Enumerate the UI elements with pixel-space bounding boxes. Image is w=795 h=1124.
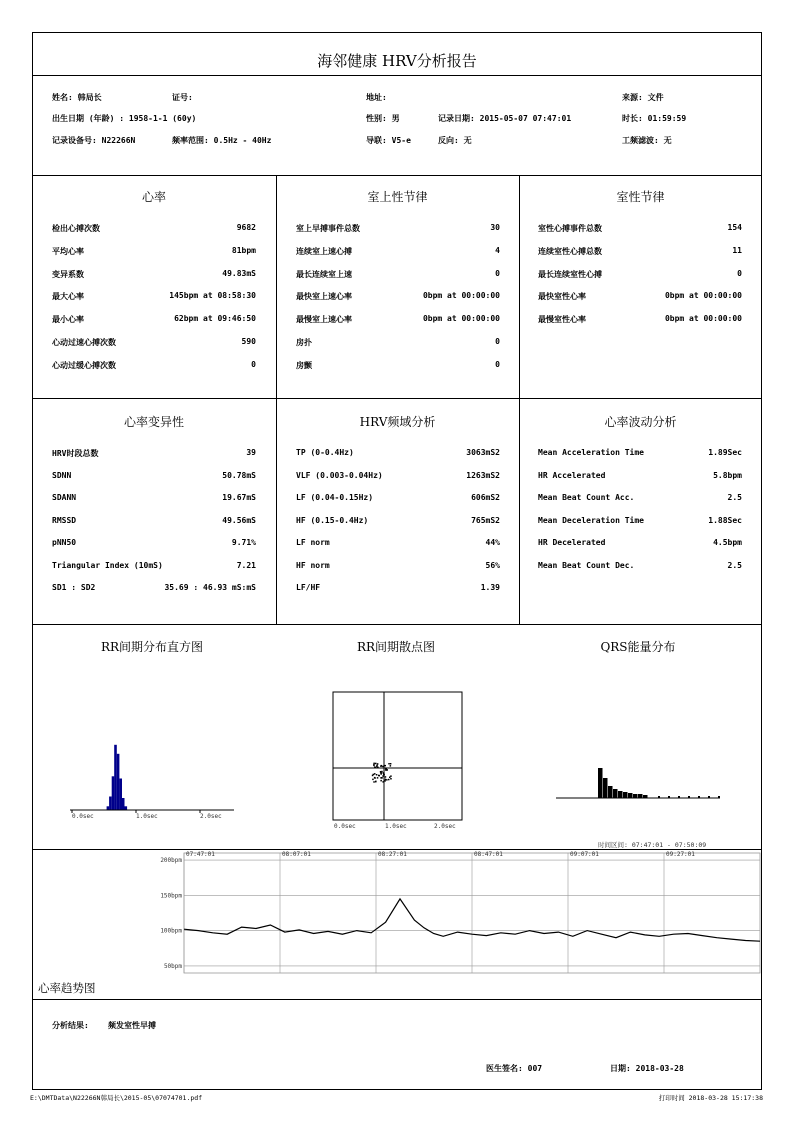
- supraventricular-row-value: 0: [495, 359, 500, 369]
- scatter-point: [390, 763, 392, 765]
- scatter-point: [372, 779, 374, 781]
- scatter-point: [376, 766, 378, 768]
- histogram-title: RR间期分布直方图: [100, 640, 204, 654]
- turbulence-row: [538, 493, 742, 505]
- freq_domain-row-label: LF/HF: [296, 583, 321, 592]
- column-divider-1: [276, 175, 277, 624]
- turbulence-row-value: 2.5: [727, 560, 742, 570]
- record-date: 记录日期: 2015-05-07 07:47:01: [438, 114, 572, 123]
- freq-domain-title: HRV频域分析: [359, 415, 436, 429]
- hrv-row: [52, 493, 256, 505]
- turbulence-row: [538, 538, 742, 550]
- qrs-title: QRS能量分布: [600, 640, 676, 654]
- scatter-point: [376, 774, 378, 776]
- turbulence-row-label: HR Accelerated: [538, 470, 606, 480]
- scatter-tick-label-1: 1.0sec: [385, 823, 407, 830]
- scatter-point: [386, 779, 388, 781]
- hrv-row-label: RMSSD: [52, 515, 77, 525]
- freq_domain-row-label: HF (0.15-0.4Hz): [296, 515, 369, 525]
- freq_domain-row: [296, 538, 500, 550]
- scatter-point: [380, 773, 382, 775]
- heart_rate-row-value: 81bpm: [231, 245, 256, 255]
- ventricular-row: [538, 291, 742, 303]
- supraventricular-row-label: 最长连续室上速: [296, 269, 352, 279]
- hrv-row: [52, 538, 256, 550]
- hrv-row: [52, 561, 256, 573]
- scatter-point: [381, 777, 383, 779]
- ventricular-row: [538, 246, 742, 258]
- freq_domain-row: [296, 516, 500, 528]
- scatter-point: [377, 763, 379, 765]
- heart_rate-row-value: 62bpm at 09:46:50: [174, 314, 256, 324]
- freq_domain-row: [296, 471, 500, 483]
- turbulence-row: [538, 516, 742, 528]
- heart_rate-row: [52, 269, 256, 281]
- patient-source: 来源: 文件: [622, 93, 664, 102]
- supraventricular-row: [296, 360, 500, 372]
- ventricular-row: [538, 314, 742, 326]
- supraventricular-row: [296, 291, 500, 303]
- ventricular-row-value: 0bpm at 00:00:00: [664, 291, 742, 301]
- scatter-point: [378, 775, 380, 777]
- ventricular-row-value: 154: [727, 223, 742, 232]
- heart_rate-row-label: 最大心率: [52, 292, 84, 302]
- heart_rate-row: [52, 223, 256, 235]
- scatter-point: [390, 765, 392, 767]
- freq_domain-row-value: 1.39: [480, 583, 500, 592]
- freq_domain-row-value: 1263mS2: [466, 470, 500, 480]
- ventricular-title: 室性节律: [616, 190, 665, 204]
- heart_rate-row-label: 检出心搏次数: [52, 224, 100, 233]
- heart_rate-row-value: 145bpm at 08:58:30: [169, 291, 256, 301]
- freq_domain-row: [296, 448, 500, 460]
- scatter-point: [385, 776, 387, 778]
- patient-gender: 性别: 男: [366, 114, 400, 123]
- heart_rate-row-label: 平均心率: [52, 246, 84, 256]
- ventricular-row-label: 最慢室性心率: [538, 315, 586, 325]
- result-label: 分析结果:: [52, 1021, 89, 1030]
- scatter-point: [385, 768, 387, 770]
- histogram-bar: [109, 797, 112, 811]
- histogram-tick-label-2: 2.0sec: [200, 813, 222, 820]
- patient-id: 证号:: [172, 93, 193, 102]
- patient-name: 姓名: 韩局长: [52, 93, 102, 102]
- qrs-bar: [628, 793, 633, 798]
- histogram-bar: [112, 776, 115, 810]
- ventricular-row-label: 室性心搏事件总数: [538, 224, 602, 233]
- ventricular-row-label: 连续室性心搏总数: [538, 246, 602, 256]
- trend-label: 心率趋势图: [38, 981, 96, 995]
- supraventricular-row: [296, 246, 500, 258]
- hrv-row: [52, 471, 256, 483]
- turbulence-row-value: 2.5: [727, 493, 742, 502]
- turbulence-row-value: 4.5bpm: [713, 538, 742, 547]
- turbulence-row-value: 5.8bpm: [713, 470, 742, 480]
- ventricular-row: [538, 223, 742, 235]
- freq_domain-row: [296, 493, 500, 505]
- freq_domain-row-value: 56%: [485, 560, 500, 570]
- scatter-point: [374, 766, 376, 768]
- supraventricular-row: [296, 223, 500, 235]
- qrs-bar: [618, 791, 623, 798]
- heart_rate-row-value: 9682: [236, 223, 256, 232]
- divider-trend: [32, 999, 762, 1000]
- reverse-info: 反向: 无: [438, 136, 472, 145]
- freq_domain-row-label: LF norm: [296, 538, 330, 547]
- scatter-point: [374, 777, 376, 779]
- scatter-title: RR间期散点图: [356, 640, 436, 654]
- lead-info: 导联: V5-e: [366, 136, 411, 145]
- ventricular-row-label: 最快室性心率: [538, 292, 586, 302]
- histogram-tick-label-0: 0.0sec: [72, 813, 94, 820]
- histogram-bar: [117, 754, 120, 810]
- ventricular-row-value: 11: [732, 245, 742, 255]
- scatter-point: [385, 765, 387, 767]
- hrv-row-label: SD1 : SD2: [52, 583, 96, 592]
- heart_rate-row-value: 49.83mS: [222, 268, 256, 278]
- hrv-row: [52, 516, 256, 528]
- column-divider-2: [519, 175, 520, 624]
- heart_rate-row: [52, 360, 256, 372]
- hrv-row-value: 19.67mS: [222, 493, 256, 502]
- divider-header: [32, 75, 762, 76]
- turbulence-row-value: 1.89Sec: [708, 448, 742, 457]
- divider-stats: [32, 398, 762, 399]
- hrv-row-value: 9.71%: [231, 538, 256, 547]
- freq_domain-row-label: VLF (0.003-0.04Hz): [296, 470, 383, 480]
- hrv-row-value: 35.69 : 46.93 mS:mS: [164, 583, 256, 592]
- trend-y-tick-label: 50bpm: [163, 962, 182, 970]
- record-device: 记录设备号: N22266N: [52, 136, 136, 145]
- supraventricular-row-value: 0: [495, 337, 500, 346]
- turbulence-row: [538, 448, 742, 460]
- scatter-point: [375, 763, 377, 765]
- histogram-bar: [114, 745, 117, 810]
- scatter-tick-label-2: 2.0sec: [434, 823, 456, 830]
- scatter-point: [380, 780, 382, 782]
- histogram-chart: [62, 720, 242, 825]
- qrs-bar: [608, 786, 613, 798]
- ventricular-row-value: 0: [737, 268, 742, 278]
- ventricular-row: [538, 269, 742, 281]
- trend-y-tick-label: 200bpm: [160, 857, 182, 865]
- histogram-bar: [122, 798, 125, 810]
- freq_domain-row-label: HF norm: [296, 560, 330, 570]
- freq_domain-row-value: 765mS2: [471, 515, 500, 525]
- file-path: E:\DMTData\N22266N韩局长\2015-05\07074701.pdf: [30, 1094, 203, 1102]
- trend-chart: [140, 850, 762, 980]
- scatter-point: [384, 780, 386, 782]
- supraventricular-row: [296, 314, 500, 326]
- supraventricular-row: [296, 269, 500, 281]
- heart_rate-row-label: 心动过缓心搏次数: [52, 360, 116, 370]
- histogram-tick-label-1: 1.0sec: [136, 813, 158, 820]
- patient-birth: 出生日期 (年龄) : 1958-1-1 (60y): [52, 114, 197, 123]
- hrv-row-label: SDANN: [52, 493, 77, 502]
- trend-y-tick-label: 150bpm: [160, 892, 182, 900]
- heart_rate-row: [52, 337, 256, 349]
- freq_domain-row-value: 44%: [485, 538, 500, 547]
- trend-x-tick-label: 09:07:01: [570, 851, 599, 858]
- trend-x-tick-label: 07:47:01: [186, 851, 215, 858]
- scatter-point: [382, 766, 384, 768]
- hrv-row-value: 49.56mS: [222, 515, 256, 525]
- hrv-row-value: 39: [246, 448, 256, 457]
- trend-x-tick-label: 09:27:01: [666, 851, 695, 858]
- turbulence-row-label: Mean Beat Count Acc.: [538, 493, 635, 502]
- turbulence-title: 心率波动分析: [604, 415, 677, 429]
- scatter-point: [377, 777, 379, 779]
- time-range: 时间区间: 07:47:01 - 07:50:09: [598, 841, 707, 849]
- freq_domain-row-label: TP (0-0.4Hz): [296, 448, 354, 457]
- turbulence-row-label: HR Decelerated: [538, 538, 606, 547]
- heart_rate-row-label: 最小心率: [52, 315, 84, 325]
- scatter-frame: [333, 692, 462, 820]
- result-value: 频发室性早搏: [108, 1021, 156, 1030]
- hrv-row-label: Triangular Index (10mS): [52, 560, 163, 570]
- hrv-row-value: 7.21: [236, 560, 256, 570]
- freq_domain-row: [296, 561, 500, 573]
- qrs-bar: [613, 789, 618, 798]
- turbulence-row-label: Mean Deceleration Time: [538, 515, 644, 525]
- freq_domain-row-label: LF (0.04-0.15Hz): [296, 493, 374, 502]
- scatter-tick-label-0: 0.0sec: [334, 823, 356, 830]
- scatter-point: [388, 779, 390, 781]
- hrv-row-label: pNN50: [52, 538, 77, 547]
- supraventricular-row-value: 4: [495, 245, 500, 255]
- hrv-title: 心率变异性: [123, 415, 184, 429]
- freq_domain-row: [296, 583, 500, 595]
- record-duration: 时长: 01:59:59: [622, 114, 687, 123]
- supraventricular-row-label: 房颤: [296, 360, 312, 370]
- supraventricular-row-value: 0: [495, 268, 500, 278]
- qrs-chart: [548, 740, 728, 810]
- hrv-row-label: SDNN: [52, 470, 72, 480]
- scatter-point: [381, 765, 383, 767]
- turbulence-row-value: 1.88Sec: [708, 515, 742, 525]
- qrs-bar: [598, 768, 603, 798]
- hrv-row: [52, 583, 256, 595]
- scatter-point: [374, 773, 376, 775]
- qrs-bar: [603, 778, 608, 798]
- freq_domain-row-value: 3063mS2: [466, 448, 500, 457]
- trend-y-tick-label: 100bpm: [160, 927, 182, 935]
- trend-x-tick-label: 08:47:01: [474, 851, 503, 858]
- doctor-signature: 医生签名: 007: [486, 1064, 543, 1073]
- ventricular-row-value: 0bpm at 00:00:00: [664, 314, 742, 324]
- heart-rate-title: 心率: [141, 190, 166, 204]
- turbulence-row: [538, 561, 742, 573]
- heart_rate-row: [52, 314, 256, 326]
- hrv-row-label: HRV时段总数: [52, 449, 99, 458]
- heart_rate-row: [52, 291, 256, 303]
- qrs-bar: [623, 792, 628, 798]
- freq_domain-row-value: 606mS2: [471, 493, 500, 502]
- supraventricular-title: 室上性节律: [367, 190, 428, 204]
- scatter-chart: [330, 690, 470, 830]
- result-date: 日期: 2018-03-28: [610, 1064, 684, 1073]
- turbulence-row-label: Mean Acceleration Time: [538, 448, 644, 457]
- patient-address: 地址:: [366, 93, 387, 102]
- divider-patient: [32, 175, 762, 176]
- heart_rate-row-label: 心动过速心搏次数: [52, 338, 116, 347]
- print-time: 打印时间 2018-03-28 15:17:38: [658, 1094, 763, 1102]
- heart_rate-row-label: 变异系数: [52, 269, 84, 279]
- scatter-point: [388, 763, 390, 765]
- turbulence-row-label: Mean Beat Count Dec.: [538, 560, 635, 570]
- trend-x-tick-label: 08:07:01: [282, 851, 311, 858]
- ventricular-row-label: 最长连续室性心搏: [538, 269, 602, 279]
- supraventricular-row-value: 0bpm at 00:00:00: [422, 291, 500, 301]
- qrs-bar: [633, 794, 638, 798]
- heart_rate-row-value: 0: [251, 359, 256, 369]
- supraventricular-row-label: 房扑: [296, 338, 312, 347]
- filter-info: 工频滤波: 无: [622, 136, 672, 145]
- supraventricular-row: [296, 337, 500, 349]
- hrv-row-value: 50.78mS: [222, 470, 256, 480]
- scatter-point: [373, 781, 375, 783]
- hrv-row: [52, 448, 256, 460]
- heart_rate-row: [52, 246, 256, 258]
- scatter-point: [373, 763, 375, 765]
- histogram-bar: [119, 779, 122, 811]
- scatter-point: [390, 778, 392, 780]
- scatter-point: [382, 781, 384, 783]
- supraventricular-row-label: 室上早搏事件总数: [296, 224, 360, 233]
- heart_rate-row-value: 590: [241, 337, 256, 346]
- report-title: 海邻健康 HRV分析报告: [317, 52, 477, 70]
- qrs-bar: [638, 794, 643, 798]
- scatter-point: [372, 775, 374, 777]
- supraventricular-row-label: 最慢室上速心率: [296, 315, 352, 325]
- divider-hrv: [32, 624, 762, 625]
- trend-x-tick-label: 08:27:01: [378, 851, 407, 858]
- scatter-point: [382, 775, 384, 777]
- scatter-point: [383, 773, 385, 775]
- scatter-point: [385, 779, 387, 781]
- supraventricular-row-label: 最快室上速心率: [296, 292, 352, 302]
- frequency-range: 频率范围: 0.5Hz - 40Hz: [172, 136, 272, 145]
- scatter-point: [375, 781, 377, 783]
- scatter-point: [389, 777, 391, 779]
- supraventricular-row-value: 30: [490, 223, 500, 232]
- turbulence-row: [538, 471, 742, 483]
- supraventricular-row-value: 0bpm at 00:00:00: [422, 314, 500, 324]
- supraventricular-row-label: 连续室上速心搏: [296, 246, 352, 256]
